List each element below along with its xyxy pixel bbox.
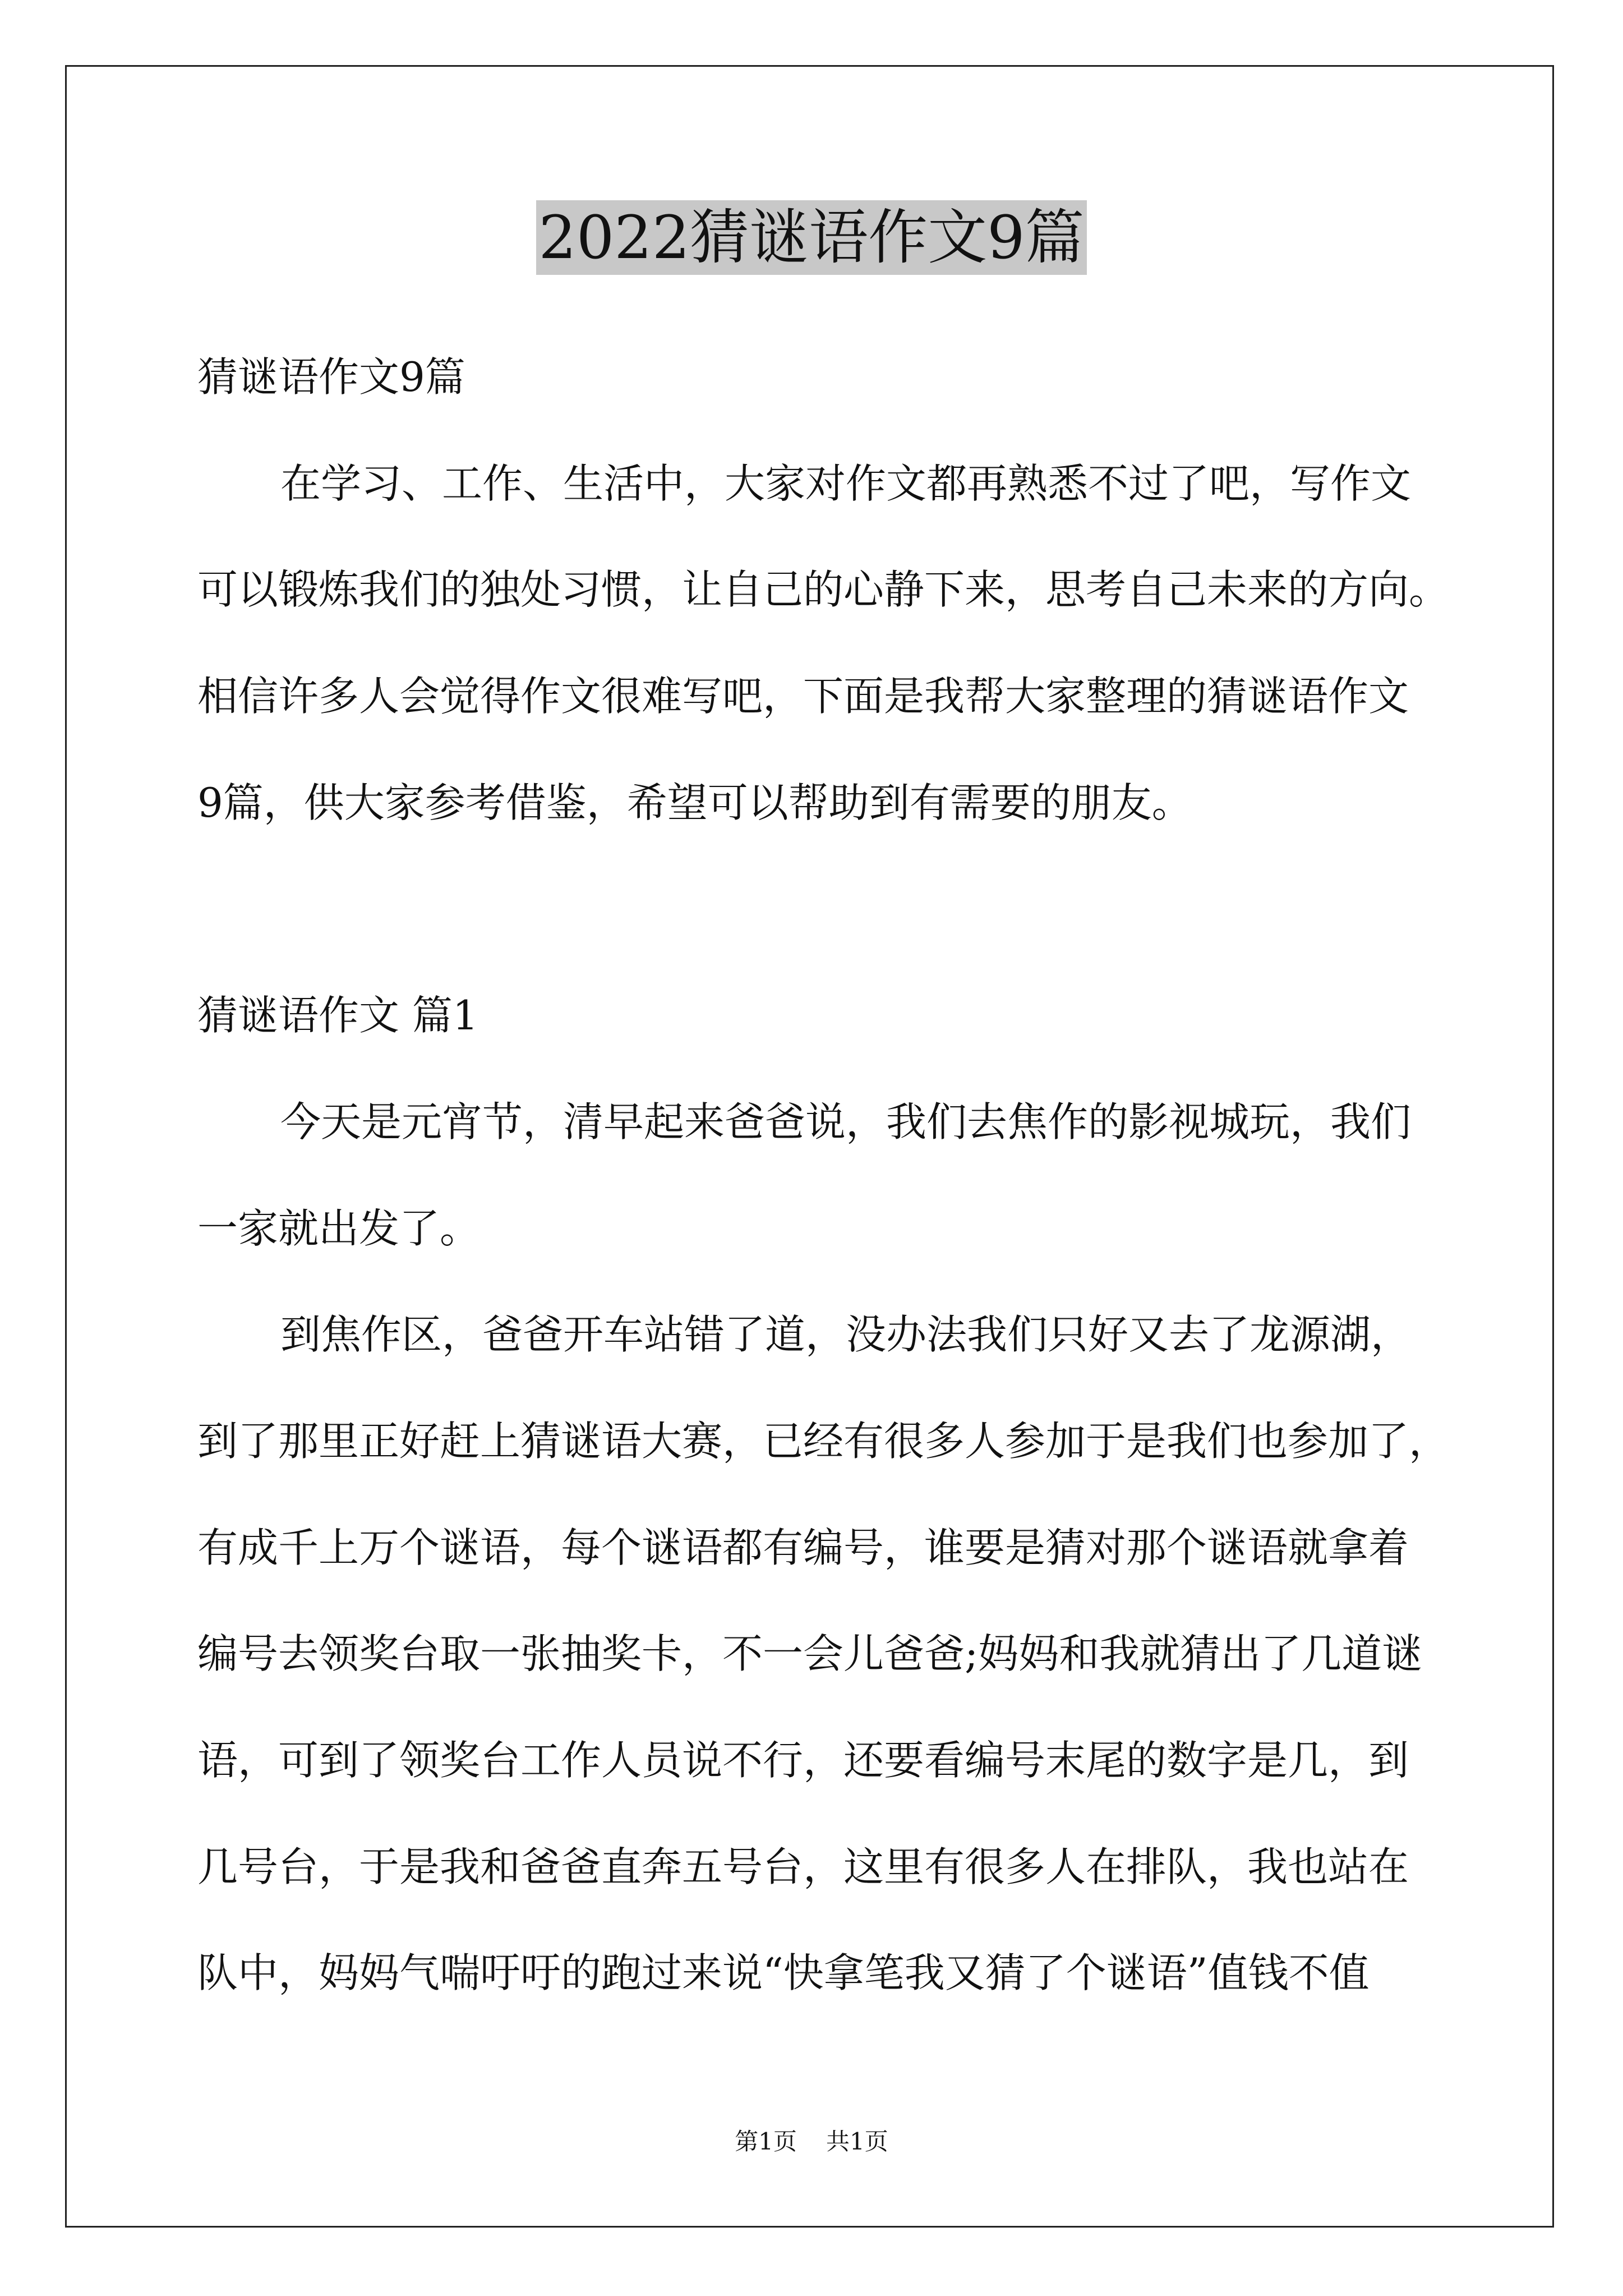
paragraph-line: 队中，妈妈气喘吁吁的跑过来说“快拿笔我又猜了个谜语”值钱不值 xyxy=(197,1949,1370,1997)
intro-line: 9篇，供大家参考借鉴，希望可以帮助到有需要的朋友。 xyxy=(197,779,1192,826)
paragraph-line: 语，可到了领奖台工作人员说不行，还要看编号末尾的数字是几，到 xyxy=(197,1736,1409,1784)
paragraph-line: 编号去领奖台取一张抽奖卡，不一会儿爸爸;妈妈和我就猜出了几道谜 xyxy=(197,1630,1423,1678)
document-title: 2022猜谜语作文9篇 xyxy=(536,200,1086,275)
paragraph-line: 到焦作区，爸爸开车站错了道，没办法我们只好又去了龙源湖， xyxy=(280,1311,1412,1359)
section-paragraph xyxy=(197,1282,1532,2027)
paragraph-line: 几号台，于是我和爸爸直奔五号台，这里有很多人在排队，我也站在 xyxy=(197,1843,1409,1890)
intro-line: 相信许多人会觉得作文很难写吧，下面是我帮大家整理的猜谜语作文 xyxy=(197,673,1409,720)
intro-line: 可以锻炼我们的独处习惯，让自己的心静下来，思考自己未来的方向。 xyxy=(197,566,1450,614)
section-heading: 猜谜语作文 篇1 xyxy=(197,992,478,1039)
intro-paragraph xyxy=(197,431,1532,857)
section-paragraph xyxy=(197,1069,1532,1282)
paragraph-line: 一家就出发了。 xyxy=(197,1204,481,1252)
paragraph-line: 到了那里正好赶上猜谜语大赛，已经有很多人参加于是我们也参加了， xyxy=(197,1417,1450,1465)
footer-page-total: 共1页 xyxy=(826,2128,888,2155)
document-subtitle: 猜谜语作文9篇 xyxy=(197,353,465,401)
section-1 xyxy=(197,963,1532,2027)
title-row xyxy=(0,200,1623,275)
footer-page-number: 第1页 xyxy=(735,2128,797,2155)
intro-line: 在学习、工作、生活中，大家对作文都再熟悉不过了吧，写作文 xyxy=(280,459,1412,507)
document-body xyxy=(197,324,1532,2027)
paragraph-line: 今天是元宵节，清早起来爸爸说，我们去焦作的影视城玩，我们 xyxy=(280,1098,1412,1145)
page-footer xyxy=(0,2126,1623,2157)
blank-line xyxy=(197,856,1532,963)
paragraph-line: 有成千上万个谜语，每个谜语都有编号，谁要是猜对那个谜语就拿着 xyxy=(197,1524,1409,1571)
